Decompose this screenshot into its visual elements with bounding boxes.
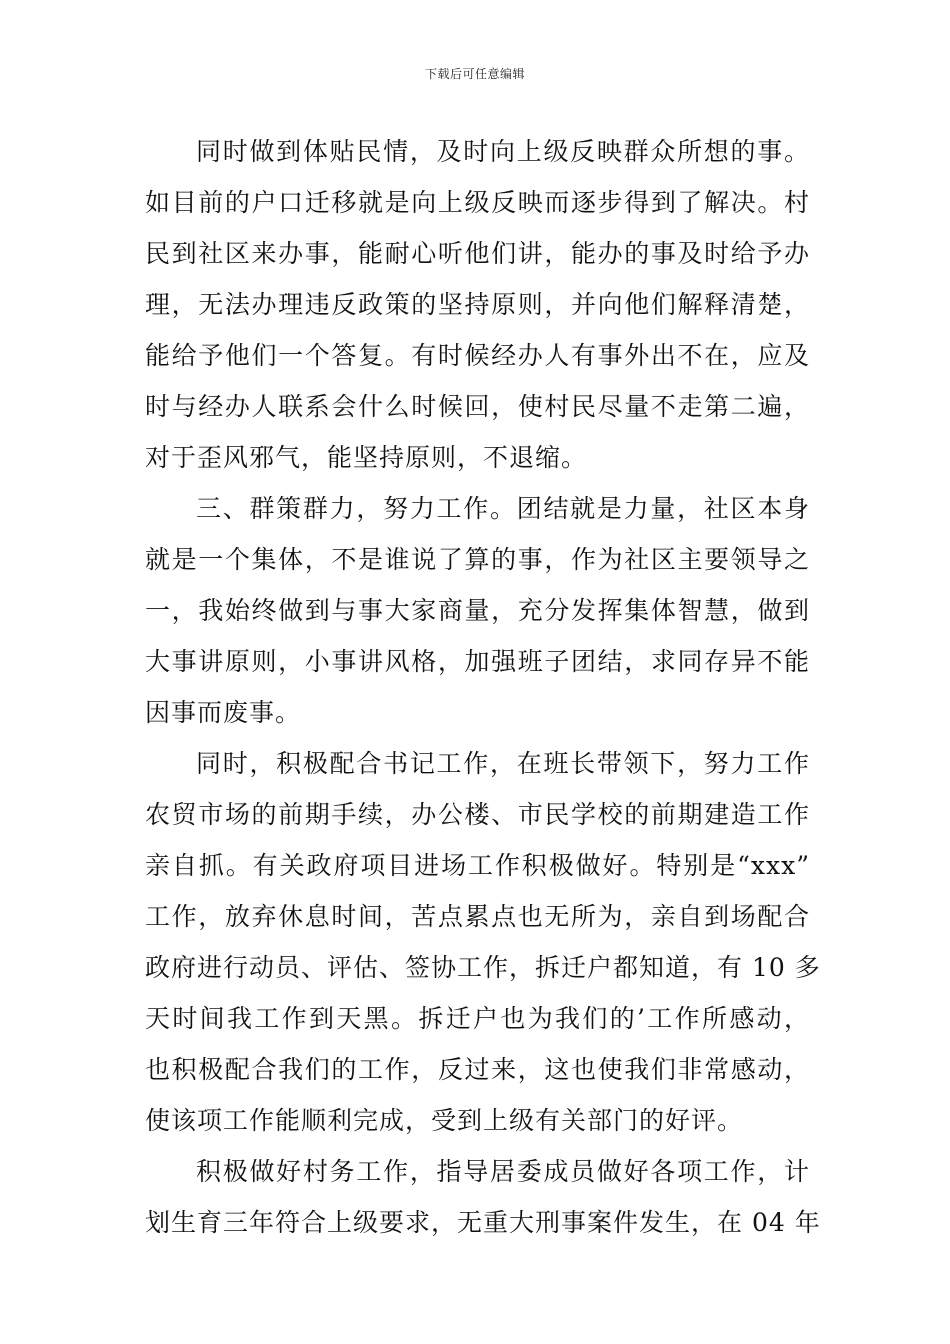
- text-line: 使该项工作能顺利完成，受到上级有关部门的好评。: [145, 1106, 744, 1135]
- text-line: 天时间我工作到天黑。拆迁户也为我们的’工作所感动，: [145, 1004, 810, 1033]
- text-line: 能给予他们一个答复。有时候经办人有事外出不在，应及: [145, 341, 810, 370]
- text-line: 农贸市场的前期手续，办公楼、市民学校的前期建造工作: [145, 800, 810, 829]
- text-line: 工作，放弃休息时间，苦点累点也无所为，亲自到场配合: [145, 902, 810, 931]
- text-line: 积极做好村务工作，指导居委成员做好各项工作，计: [196, 1157, 810, 1186]
- text-line: 大事讲原则，小事讲风格，加强班子团结，求同存异不能: [145, 647, 810, 676]
- text-line: 同时做到体贴民情，及时向上级反映群众所想的事。: [196, 137, 810, 166]
- text-line: 时与经办人联系会什么时候回，使村民尽量不走第二遍，: [145, 392, 810, 421]
- text-line: 民到社区来办事，能耐心听他们讲，能办的事及时给予办: [145, 239, 810, 268]
- text-line: 因事而废事。: [145, 698, 302, 727]
- page-header: 下载后可任意编辑: [424, 67, 525, 81]
- text-line: 三、群策群力，努力工作。团结就是力量，社区本身: [196, 494, 810, 523]
- text-line: 对于歪风邪气，能坚持原则，不退缩。: [145, 443, 588, 472]
- text-line: 如目前的户口迁移就是向上级反映而逐步得到了解决。村: [145, 188, 810, 217]
- text-line: 亲自抓。有关政府项目进场工作积极做好。特别是“xxx”: [145, 851, 810, 880]
- text-line: 政府进行动员、评估、签协工作，拆迁户都知道，有 10 多: [145, 953, 821, 982]
- text-line: 理，无法办理违反政策的坚持原则，并向他们解释清楚，: [145, 290, 810, 319]
- text-line: 一，我始终做到与事大家商量，充分发挥集体智慧，做到: [145, 596, 810, 625]
- text-line: 同时，积极配合书记工作，在班长带领下，努力工作: [196, 749, 810, 778]
- text-line: 也积极配合我们的工作，反过来，这也使我们非常感动，: [145, 1055, 810, 1084]
- text-line: 就是一个集体，不是谁说了算的事，作为社区主要领导之: [145, 545, 810, 574]
- document-body: [145, 126, 821, 1248]
- text-line: 划生育三年符合上级要求，无重大刑事案件发生，在 04 年: [145, 1208, 821, 1237]
